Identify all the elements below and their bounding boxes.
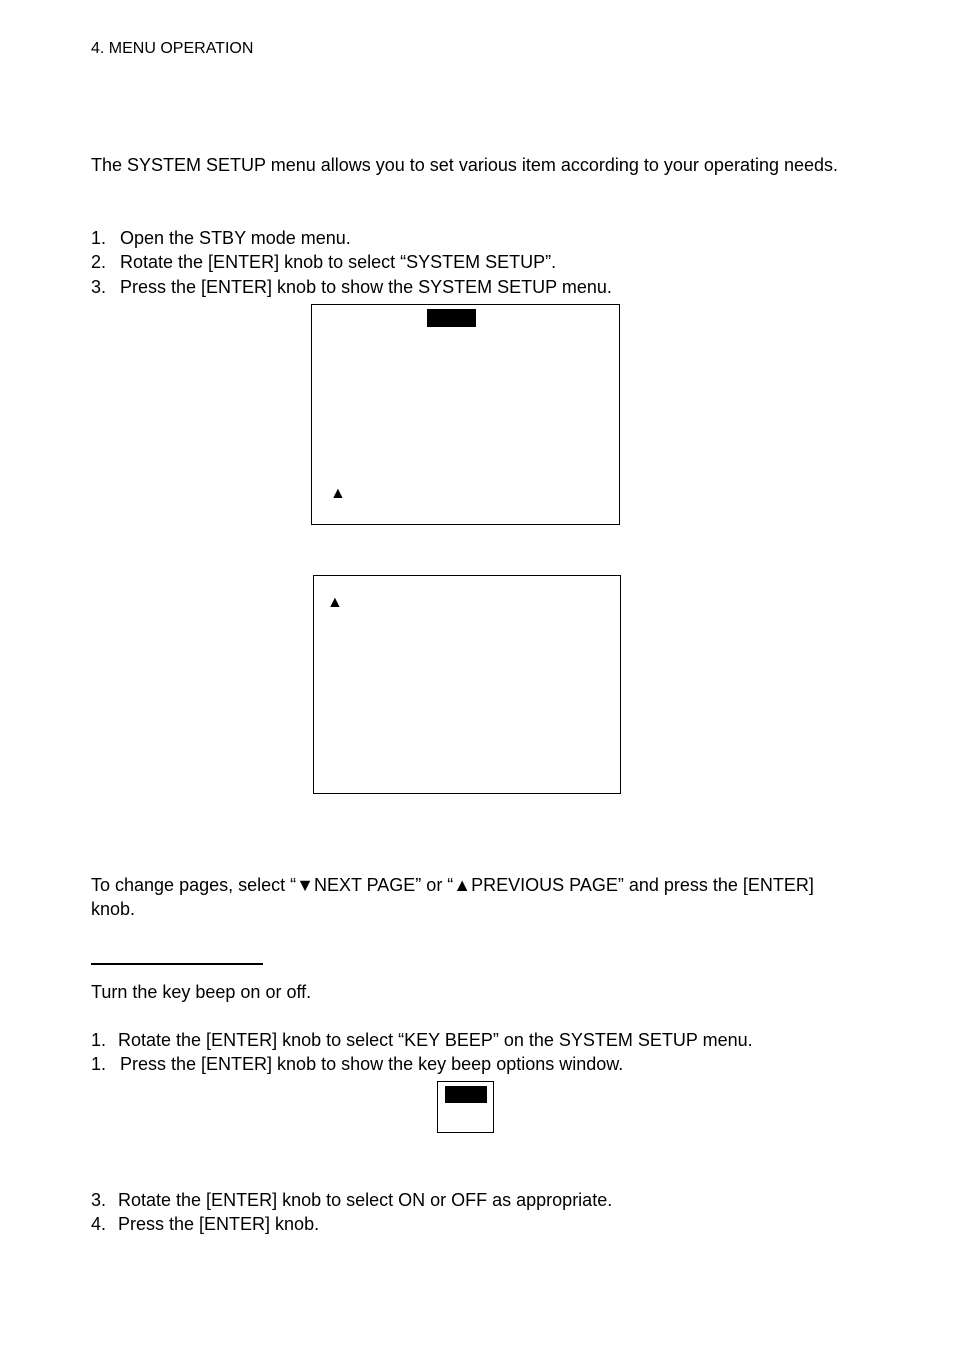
key-beep-step-1 (91, 1028, 753, 1052)
step-number: 2. (91, 252, 107, 272)
step-3 (91, 275, 612, 299)
step-1 (91, 226, 351, 250)
section-divider (91, 963, 263, 965)
step-text: Press the [ENTER] knob. (118, 1214, 320, 1234)
menu-title-highlight (427, 309, 476, 327)
key-beep-step-3 (91, 1188, 612, 1212)
step-text: Press the [ENTER] knob to show the SYSTEM SETUP menu. (120, 277, 612, 297)
key-beep-step-4 (91, 1212, 319, 1236)
step-number: 1. (91, 1030, 107, 1050)
system-setup-menu-page-2 (313, 575, 621, 794)
step-text: Rotate the [ENTER] knob to select ON or OFF as appropriate. (118, 1190, 613, 1210)
page-change-note: To change pages, select “▼NEXT PAGE” or “▲PREVIOUS PAGE” and press the [ENTER] knob. (91, 875, 814, 919)
selected-option-highlight (445, 1086, 487, 1103)
step-2 (91, 250, 556, 274)
step-text: Rotate the [ENTER] knob to select “SYSTEM SETUP”. (120, 252, 557, 272)
step-text: Press the [ENTER] knob to show the key beep options window. (120, 1054, 624, 1074)
section-header: 4. MENU OPERATION (91, 40, 254, 57)
step-number: 1. (91, 228, 107, 248)
previous-page-arrow-icon: ▲ (330, 485, 346, 502)
step-text: Rotate the [ENTER] knob to select “KEY BEEP” on the SYSTEM SETUP menu. (118, 1030, 753, 1050)
step-number: 1. (91, 1054, 107, 1074)
step-number: 3. (91, 277, 107, 297)
previous-page-arrow-icon: ▲ (327, 594, 343, 611)
step-number: 4. (91, 1214, 107, 1234)
key-beep-intro: Turn the key beep on or off. (91, 982, 312, 1002)
key-beep-step-2 (91, 1052, 623, 1076)
key-beep-options-window (437, 1081, 494, 1133)
intro-paragraph: The SYSTEM SETUP menu allows you to set various item according to your operating needs. (91, 155, 839, 175)
step-text: Open the STBY mode menu. (120, 228, 351, 248)
step-number: 3. (91, 1190, 107, 1210)
system-setup-menu-page-1 (311, 304, 620, 525)
